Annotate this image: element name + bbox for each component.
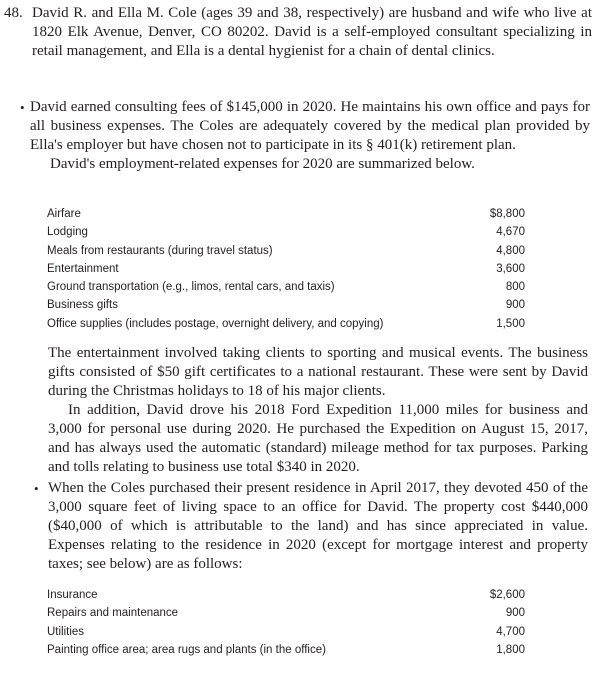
- expense-label: Ground transportation (e.g., limos, rental cars, and taxis): [47, 281, 335, 294]
- table-row: [47, 604, 525, 622]
- residence-expenses-table: [47, 586, 525, 659]
- entertainment-paragraph: [48, 344, 588, 477]
- entertainment-text: The entertainment involved taking clients to sporting and musical events. The business gifts consisted of $50 gift certificates to a national restaurant. These were sent by David during the Christmas holidays to 18 of his major clients.: [48, 345, 588, 399]
- table-row: [47, 296, 525, 314]
- expense-amount: $2,600: [489, 589, 525, 601]
- problem-intro-text: David R. and Ella M. Cole (ages 39 and 38, respectively) are husband and wife who live at 1820 Elk Avenue, Denver, CO 80202. David is a self-employed consultant specializing in retail management, and Ella is a dental hygienist for a chain of dental clinics.: [32, 5, 592, 59]
- expense-label: Lodging: [47, 226, 88, 239]
- expense-label: Office supplies (includes postage, overnight delivery, and copying): [47, 317, 384, 330]
- bullet-residence: [34, 479, 588, 574]
- expense-amount: 900: [505, 607, 525, 620]
- table-row: [47, 278, 525, 296]
- expense-label: Repairs and maintenance: [47, 607, 179, 620]
- table-row: [47, 586, 525, 604]
- expense-label: Airfare: [47, 208, 81, 220]
- expense-amount: 1,800: [496, 643, 525, 656]
- table-row: [47, 242, 525, 260]
- bullet-marker: •: [34, 481, 39, 496]
- problem-intro: [4, 4, 592, 61]
- expense-amount: $8,800: [489, 208, 525, 220]
- bullet-consulting-text: David earned consulting fees of $145,000 in 2020. He maintains his own office and pays for all business expenses. The Coles are adequately covered by the medical plan provided by Ella's employer but have chosen not to participate in its § 401(k) retirement plan.: [30, 99, 590, 153]
- expense-amount: 1,500: [496, 317, 525, 330]
- table-row: [47, 623, 525, 641]
- expense-amount: 4,800: [496, 244, 525, 257]
- expense-label: Insurance: [47, 589, 98, 601]
- expense-amount: 4,670: [496, 226, 525, 239]
- table-row: [47, 223, 525, 241]
- employment-expenses-table: [47, 205, 525, 333]
- expense-label: Painting office area; area rugs and plants (in the office): [47, 643, 326, 656]
- expense-amount: 900: [505, 299, 525, 312]
- bullet-residence-text: When the Coles purchased their present residence in April 2017, they devoted 450 of the 3,000 square feet of living space to an office for David. The property cost $440,000 ($40,000 of which is attributable to the land) and has since appreciated in value. Expenses relating to the residence in 2020 (except for mortgage interest and property taxes; see below) are as follows:: [48, 480, 588, 572]
- problem-number: 48.: [4, 5, 23, 21]
- expense-amount: 3,600: [496, 262, 525, 275]
- expense-label: Business gifts: [47, 299, 118, 312]
- expense-label: Meals from restaurants (during travel status): [47, 244, 273, 257]
- table-row: [47, 205, 525, 223]
- expense-label: Utilities: [47, 625, 85, 638]
- vehicle-text: In addition, David drove his 2018 Ford Expedition 11,000 miles for business and 3,000 for personal use during 2020. He purchased the Expedition on August 15, 2017, and has always used the automatic (standard) mileage method for tax purposes. Parking and tolls relating to business use total $340 in 2020.: [48, 402, 588, 475]
- expense-amount: 4,700: [496, 625, 525, 638]
- bullet-marker: •: [20, 100, 25, 115]
- table-row: [47, 260, 525, 278]
- expenses-summary-line: David's employment-related expenses for 2020 are summarized below.: [50, 156, 475, 172]
- table-row: [47, 315, 525, 333]
- bullet-consulting: [20, 98, 590, 174]
- table-row: [47, 641, 525, 659]
- expense-label: Entertainment: [47, 262, 119, 275]
- expense-amount: 800: [505, 281, 525, 294]
